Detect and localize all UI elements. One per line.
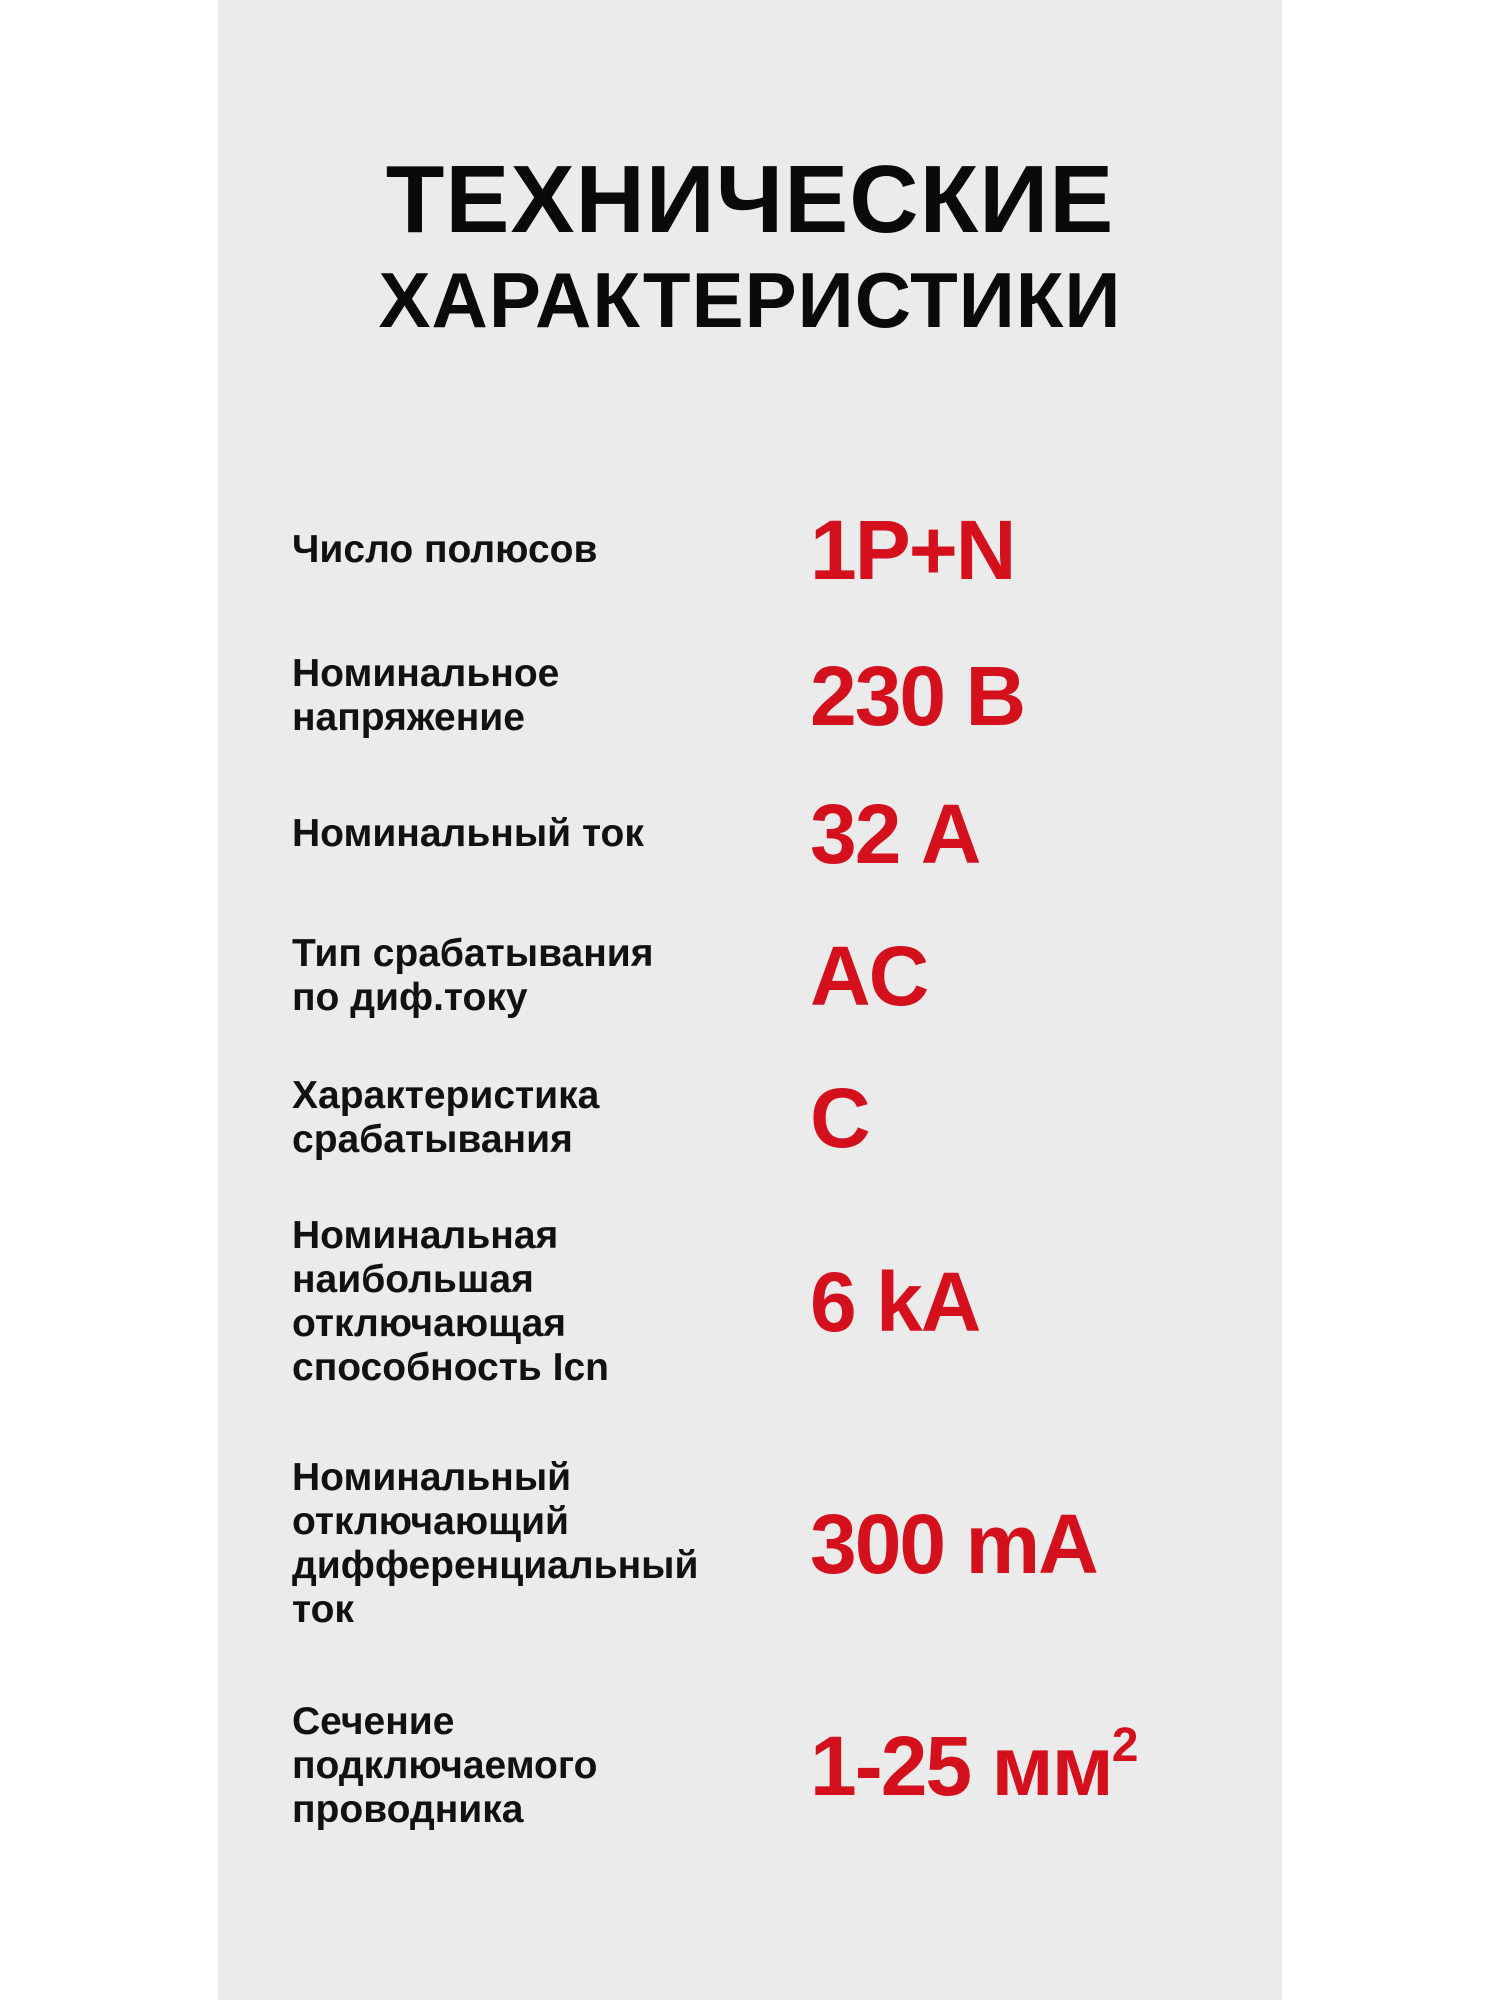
spec-row-conductor-section bbox=[218, 1698, 1282, 1834]
spec-label: Число полюсов bbox=[292, 528, 598, 571]
spec-value: С bbox=[810, 1070, 869, 1165]
spec-label: Номинальное напряжение bbox=[292, 652, 560, 739]
spec-label: Тип срабатывания по диф.току bbox=[292, 932, 654, 1019]
spec-value: 32 А bbox=[810, 786, 980, 881]
spec-value bbox=[810, 1718, 1136, 1815]
title-line-1: ТЕХНИЧЕСКИЕ bbox=[385, 146, 1115, 253]
spec-row-breaking-capacity bbox=[218, 1212, 1282, 1392]
spec-row-voltage bbox=[218, 648, 1282, 744]
spec-value: 1P+N bbox=[810, 502, 1015, 597]
page-title bbox=[218, 148, 1282, 348]
spec-row-current bbox=[218, 786, 1282, 881]
spec-label: Сечение подключаемого проводника bbox=[292, 1700, 598, 1831]
spec-row-trip-curve bbox=[218, 1070, 1282, 1166]
spec-value: 6 kA bbox=[810, 1254, 980, 1349]
spec-value: 300 mA bbox=[810, 1496, 1097, 1591]
spec-label: Характеристика срабатывания bbox=[292, 1074, 600, 1161]
spec-panel bbox=[218, 0, 1282, 2000]
spec-label: Номинальная наибольшая отключающая способность Icn bbox=[292, 1214, 609, 1389]
spec-label: Номинальный отключающий дифференциальный ток bbox=[292, 1456, 699, 1631]
spec-label: Номинальный ток bbox=[292, 812, 644, 855]
spec-value: 230 В bbox=[810, 648, 1025, 743]
spec-row-residual-current bbox=[218, 1454, 1282, 1634]
spec-row-trip-type bbox=[218, 928, 1282, 1024]
spec-value-main: 1-25 мм bbox=[810, 1718, 1112, 1813]
spec-value: AC bbox=[810, 928, 928, 1023]
spec-row-poles bbox=[218, 502, 1282, 597]
spec-value-superscript: 2 bbox=[1111, 1718, 1137, 1772]
title-line-2: ХАРАКТЕРИСТИКИ bbox=[378, 256, 1122, 344]
